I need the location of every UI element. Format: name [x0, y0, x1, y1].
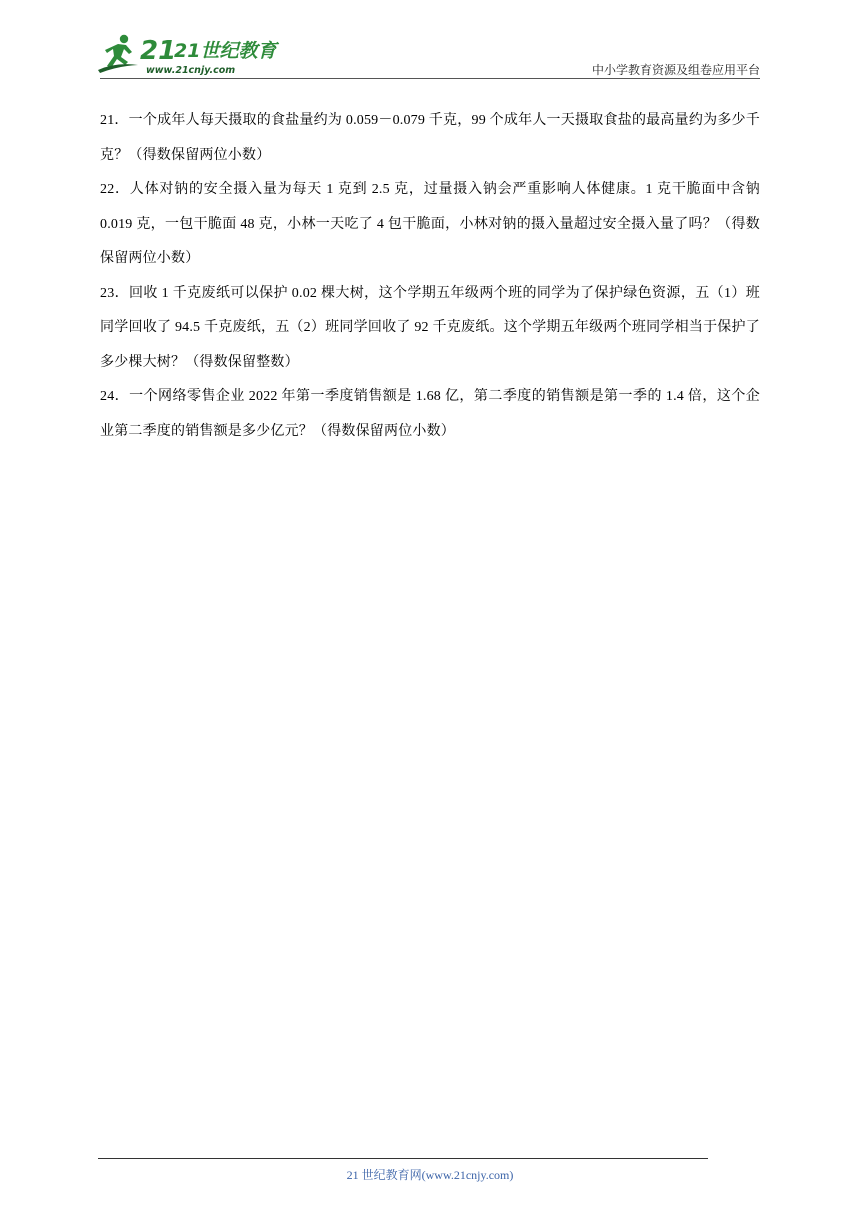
running-figure-icon [98, 35, 138, 73]
21cnjy-logo [96, 32, 277, 76]
svg-text:www.21cnjy.com: www.21cnjy.com [146, 65, 236, 76]
footer-divider [98, 1158, 708, 1159]
header-divider [100, 78, 760, 79]
problem-list [100, 104, 760, 449]
problem-23: 23．回收 1 千克废纸可以保护 0.02 棵大树，这个学期五年级两个班的同学为了保护绿色资源，五（1）班同学回收了 94.5 千克废纸，五（2）班同学回收了 92 千克废纸。这个学期五年级两个班同学相当于保护了多少棵大树？（得数保留整数） [100, 285, 760, 370]
problem-24: 24．一个网络零售企业 2022 年第一季度销售额是 1.68 亿，第二季度的销售额是第一季的 1.4 倍，这个企业第二季度的销售额是多少亿元？（得数保留两位小数） [100, 389, 760, 439]
page-header [96, 32, 760, 78]
page-footer: 21 世纪教育网(www.21cnjy.com) [346, 1168, 514, 1182]
svg-text:21: 21 [140, 36, 177, 66]
problem-22: 22．人体对钠的安全摄入量为每天 1 克到 2.5 克，过量摄入钠会严重影响人体健康。1 克干脆面中含钠 0.019 克，一包干脆面 48 克，小林一天吃了 4 包干脆面，小林对钠的摄入量超过安全摄入量了吗？（得数保留两位小数） [100, 182, 760, 266]
problem-21: 21．一个成年人每天摄取的食盐量约为 0.059－0.079 千克，99 个成年人一天摄取食盐的最高量约为多少千克？（得数保留两位小数） [100, 113, 760, 163]
svg-text:21世纪教育: 21世纪教育 [174, 40, 277, 62]
platform-name: 中小学教育资源及组卷应用平台 [591, 63, 760, 77]
